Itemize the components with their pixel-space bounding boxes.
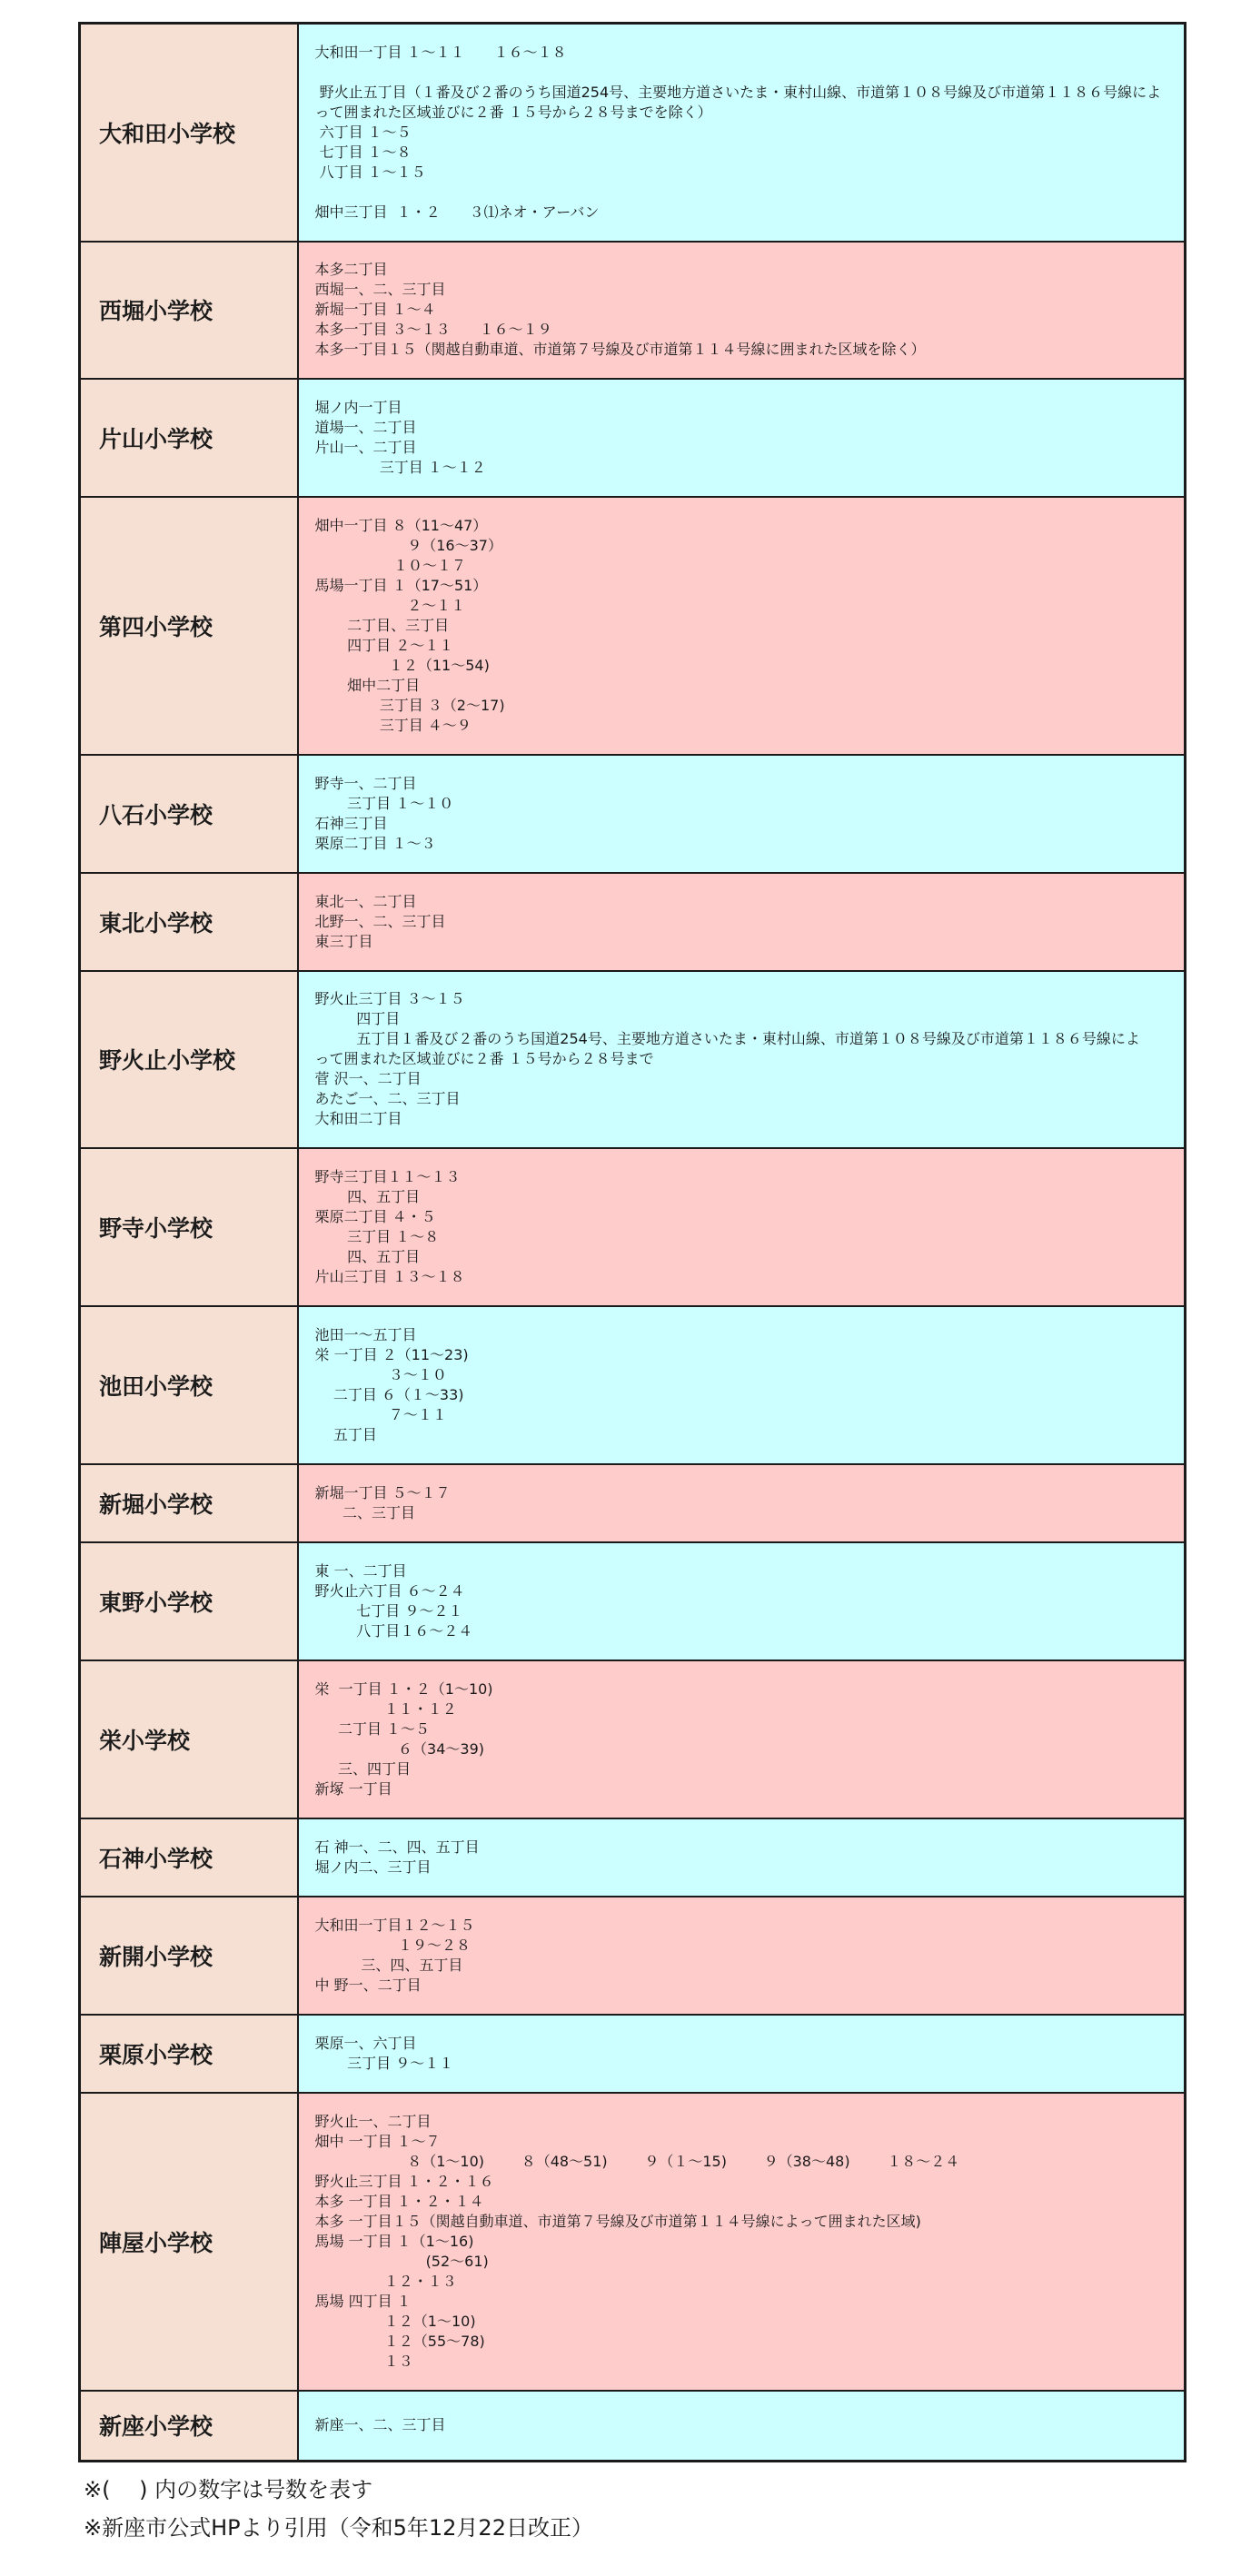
area-line: 四丁目 ２～１１ [314,636,454,654]
area-line: 五丁目１番及び２番のうち国道254号、主要地方道さいたま・東村山線、市道第１０８号線及び市道第１１８６号線によ [314,1030,1140,1047]
area-line: 東三丁目 [314,932,373,950]
school-name: 栄小学校 [80,1660,298,1818]
area-line: あたご一、二、三丁目 [314,1090,461,1107]
area-line: 野火止六丁目 ６～２４ [314,1581,465,1600]
area-line: 馬場 四丁目 １ [314,2292,412,2310]
area-line: 野寺一、二丁目 [314,774,417,792]
area-line: １２（11～54) [314,656,490,674]
area-line: 三丁目 １～１２ [314,458,486,476]
area-line: 栗原二丁目 １～３ [314,834,436,852]
area-line: １９～２８ [314,1936,472,1954]
area-line: 六丁目 １～５ [314,123,412,141]
area-line: 馬場 一丁目 １（1～16) [314,2232,474,2250]
area-line: １２・１３ [314,2272,457,2290]
area-line [315,63,1174,83]
area-line: 片山一、二丁目 [314,438,417,456]
table-row [80,24,1186,242]
area-line: 新塚 一丁目 [314,1779,392,1798]
table-row [80,379,1186,497]
district-areas [298,1660,1186,1818]
area-line: １２（55～78) [314,2332,485,2350]
area-line: 三丁目 １～１０ [314,794,454,812]
area-line: 菅 沢一、二丁目 [314,1070,422,1087]
area-line: 二丁目 １～５ [314,1719,431,1738]
area-line: 七丁目 １～８ [314,143,412,161]
area-line: 四丁目 [314,1010,401,1027]
area-line: 馬場一丁目 １（17～51） [314,576,488,594]
district-areas [298,379,1186,497]
area-line: 栄 一丁目 ２（11～23) [314,1345,469,1363]
area-line: ６（34～39) [314,1739,485,1758]
area-line: 堀ノ内一丁目 [314,398,402,416]
school-name: 第四小学校 [80,497,298,755]
area-line: 新座一、二、三丁目 [314,2416,446,2434]
area-line: 野寺三丁目１１～１３ [314,1167,461,1185]
area-line: 本多一丁目 ３～１３ １６～１９ [314,321,552,338]
area-line: 三、四丁目 [314,1759,411,1778]
area-line: １３ [314,2352,413,2370]
area-line: 東北一、二丁目 [314,892,417,910]
note-line: ※新座市公式HPより引用（令和5年12月22日改正） [84,2515,593,2541]
district-areas [298,1464,1186,1542]
table-row [80,2015,1186,2093]
area-line: 三、四、五丁目 [314,1956,463,1974]
table-row [80,1818,1186,1897]
area-line: 栄 一丁目 １・２（1～10) [314,1679,493,1698]
area-line: 四、五丁目 [314,1247,421,1265]
table-row [80,1306,1186,1464]
area-line: 東 一、二丁目 [314,1561,407,1580]
area-line: 野火止三丁目 ３～１５ [314,990,465,1007]
area-line: １２（1～10) [314,2312,476,2330]
area-line: 大和田二丁目 [314,1110,402,1127]
table-body [80,24,1186,2462]
district-areas [298,2015,1186,2093]
area-line: 七丁目 ９～２１ [314,1601,463,1620]
area-line: 栗原二丁目 ４・５ [314,1207,436,1225]
table-row [80,2391,1186,2462]
area-line: 三丁目 ９～１１ [314,2054,454,2072]
area-line: (52～61) [314,2252,489,2270]
district-areas [298,2391,1186,2462]
school-name: 片山小学校 [80,379,298,497]
area-line: 中 野一、二丁目 [314,1976,422,1994]
table-row [80,755,1186,873]
table-row [80,497,1186,755]
table-row [80,2093,1186,2391]
area-line: 本多 一丁目 １・２・１４ [314,2192,484,2210]
area-line: 道場一、二丁目 [314,418,417,436]
school-name: 石神小学校 [80,1818,298,1897]
school-name: 野火止小学校 [80,971,298,1148]
school-name: 新座小学校 [80,2391,298,2462]
district-areas [298,1818,1186,1897]
area-line: 野火止三丁目 １・２・１６ [314,2172,494,2190]
area-line: ７～１１ [314,1405,447,1423]
area-line: 片山三丁目 １３～１８ [314,1267,465,1285]
school-name: 東北小学校 [80,873,298,971]
area-line: 池田一～五丁目 [314,1325,417,1343]
table-row [80,1542,1186,1660]
area-line: 石 神一、二、四、五丁目 [314,1838,480,1856]
area-line: １１・１２ [314,1699,457,1718]
area-line: 三丁目 ３（2～17) [314,696,505,714]
school-district-table [78,22,1186,2462]
area-line: 二、三丁目 [314,1503,416,1521]
area-line: 本多二丁目 [314,261,388,278]
area-line: 新堀一丁目 １～４ [314,301,436,318]
table-row [80,971,1186,1148]
notes [84,2471,1174,2547]
table-row [80,1897,1186,2015]
school-name: 大和田小学校 [80,24,298,242]
area-line: 野火止一、二丁目 [314,2112,432,2130]
table-row [80,1148,1186,1306]
area-line: 畑中 一丁目 １～７ [314,2132,441,2150]
area-line: 大和田一丁目１２～１５ [314,1916,475,1934]
area-line: ９（16～37） [314,536,502,554]
area-line: 北野一、二、三丁目 [314,912,446,930]
area-line: 畑中二丁目 [314,676,421,694]
area-line: １０～１７ [314,556,466,574]
school-name: 栗原小学校 [80,2015,298,2093]
district-areas [298,1148,1186,1306]
area-line: 本多一丁目１５（関越自動車道、市道第７号線及び市道第１１４号線に囲まれた区域を除く） [314,341,926,358]
area-line: 栗原一、六丁目 [314,2034,417,2052]
area-line: 三丁目 １～８ [314,1227,440,1245]
area-line: ２～１１ [314,596,466,614]
school-name: 八石小学校 [80,755,298,873]
district-areas [298,971,1186,1148]
district-areas [298,242,1186,379]
area-line: 二丁目、三丁目 [314,616,450,634]
area-line: 八丁目 １～１５ [314,163,426,181]
table-row [80,873,1186,971]
area-line: 本多 一丁目１５（関越自動車道、市道第７号線及び市道第１１４号線によって囲まれた区域) [314,2212,921,2230]
school-name: 新開小学校 [80,1897,298,2015]
area-line: って囲まれた区域並びに２番 １５号から２８号まで [314,1050,654,1067]
district-areas [298,755,1186,873]
table-row [80,1464,1186,1542]
area-line: 堀ノ内二、三丁目 [314,1858,432,1876]
area-line: 畑中一丁目 ８（11～47） [314,516,488,534]
district-areas [298,873,1186,971]
school-name: 池田小学校 [80,1306,298,1464]
note-line: ※( ) 内の数字は号数を表す [84,2477,373,2502]
school-name: 野寺小学校 [80,1148,298,1306]
district-areas [298,497,1186,755]
school-name: 西堀小学校 [80,242,298,379]
area-line: ８（1～10) ８（48～51) ９（１～15) ９（38～48) １８～２４ [314,2152,960,2170]
table-row [80,1660,1186,1818]
district-areas [298,1542,1186,1660]
area-line: 四、五丁目 [314,1187,421,1205]
district-areas [298,1897,1186,2015]
table-row [80,242,1186,379]
district-areas [298,24,1186,242]
school-name: 新堀小学校 [80,1464,298,1542]
area-line [315,183,1174,203]
area-line: 畑中三丁目 １・２ ３⑴ネオ・アーバン [314,203,600,221]
area-line: 新堀一丁目 ５～１７ [314,1483,451,1501]
area-line: って囲まれた区域並びに２番 １５号から２８号までを除く） [314,103,712,121]
area-line: 五丁目 [314,1425,377,1443]
area-line: 野火止五丁目（１番及び２番のうち国道254号、主要地方道さいたま・東村山線、市道第１０８号線及び市道第１１８６号線によ [314,83,1162,101]
area-line: 石神三丁目 [314,814,388,832]
area-line: ３～１０ [314,1365,447,1383]
school-name: 陣屋小学校 [80,2093,298,2391]
district-areas [298,2093,1186,2391]
area-line: 二丁目 ６（１～33) [314,1385,464,1403]
school-name: 東野小学校 [80,1542,298,1660]
area-line: 三丁目 ４～９ [314,716,472,734]
area-line: 大和田一丁目 １～１１ １６～１８ [314,43,567,61]
area-line: 西堀一、二、三丁目 [314,281,446,298]
area-line: 八丁目１６～２４ [314,1621,473,1640]
district-areas [298,1306,1186,1464]
